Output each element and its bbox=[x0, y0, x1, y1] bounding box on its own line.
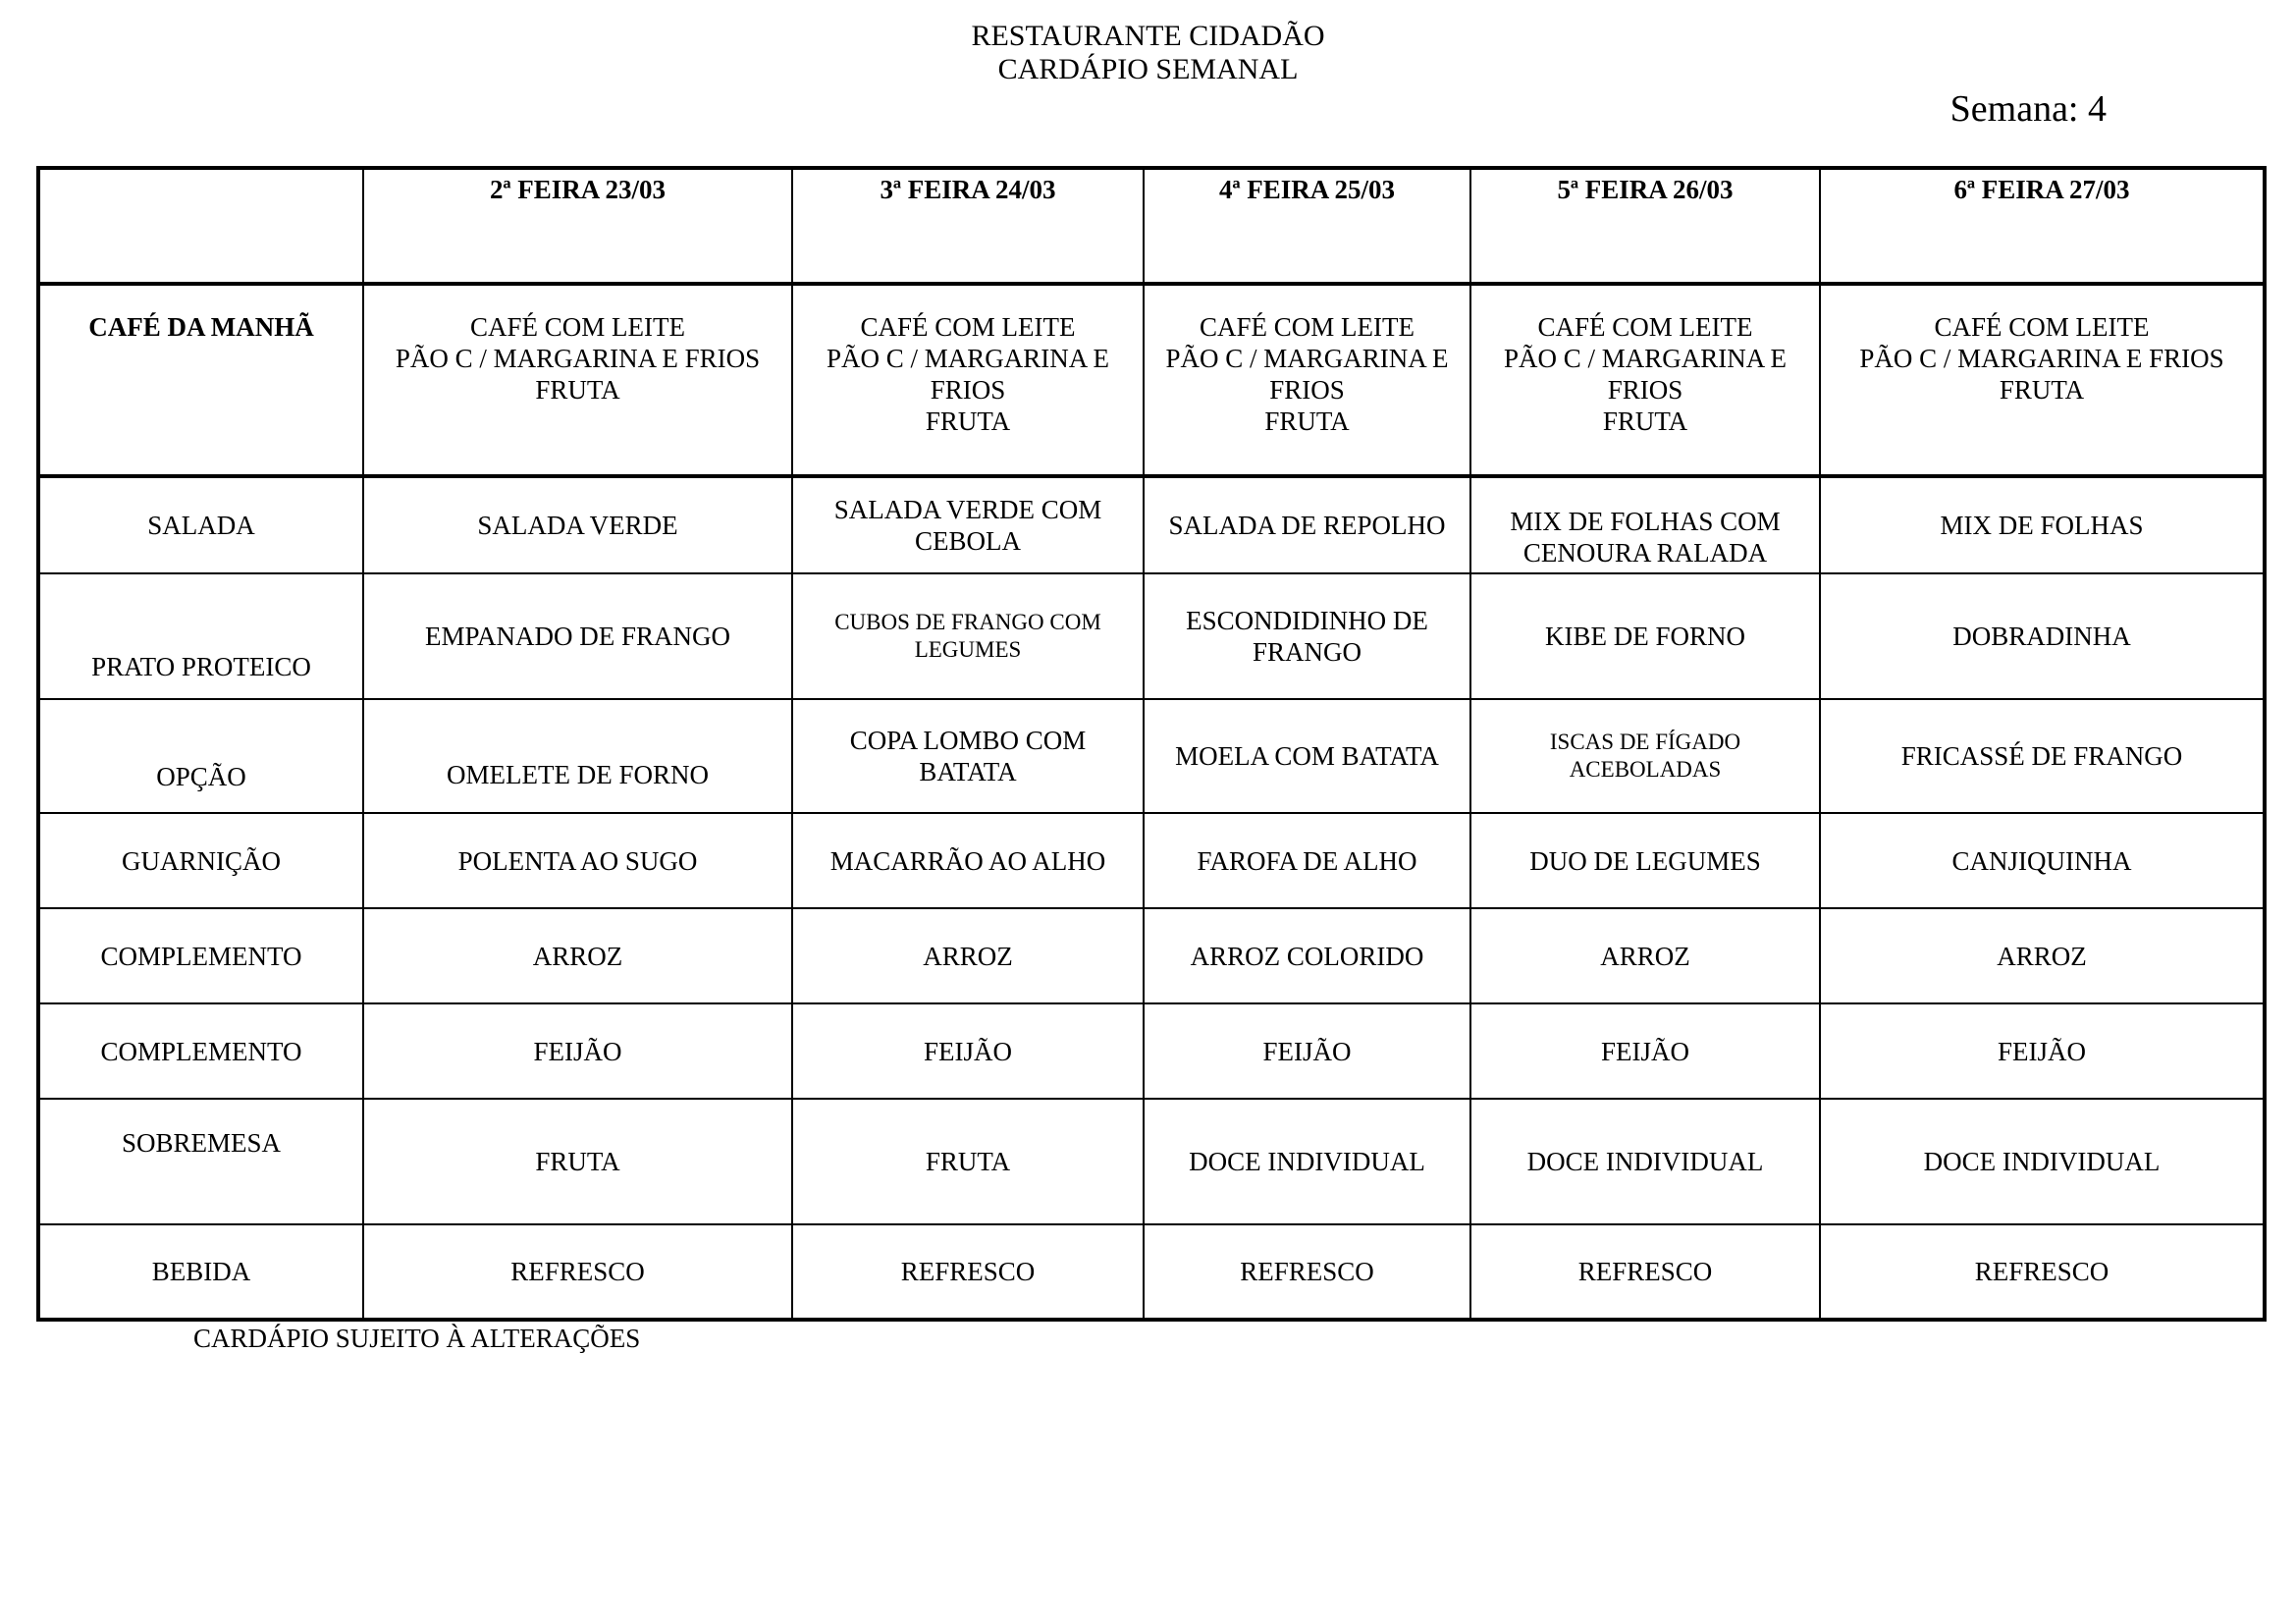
breakfast-cell-thursday bbox=[1470, 284, 1820, 476]
menu-item: BATATA bbox=[919, 757, 1017, 786]
week-label: Semana: 4 bbox=[1949, 88, 2107, 130]
menu-item: FRUTA bbox=[535, 375, 620, 405]
day-header-thursday: 5ª FEIRA 26/03 bbox=[1470, 168, 1820, 284]
menu-item: EMPANADO DE FRANGO bbox=[424, 622, 731, 651]
menu-item: CAFÉ COM LEITE bbox=[1537, 312, 1753, 342]
dessert-row bbox=[38, 1099, 2265, 1224]
menu-item: FRUTA bbox=[1999, 375, 2085, 405]
day-header-monday: 2ª FEIRA 23/03 bbox=[363, 168, 792, 284]
menu-item: FRICASSÉ DE FRANGO bbox=[1900, 741, 2183, 771]
menu-item: ACEBOLADAS bbox=[1569, 757, 1722, 782]
menu-item: ARROZ bbox=[532, 941, 623, 971]
menu-item: DOCE INDIVIDUAL bbox=[1923, 1147, 2161, 1176]
menu-item: SALADA VERDE COM bbox=[833, 495, 1102, 524]
drink-cell-friday bbox=[1820, 1224, 2265, 1320]
menu-item: CUBOS DE FRANGO COM bbox=[834, 610, 1101, 634]
row-label-complement: COMPLEMENTO bbox=[38, 908, 363, 1003]
beans-cell-friday bbox=[1820, 1003, 2265, 1099]
menu-item: MOELA COM BATATA bbox=[1175, 741, 1439, 771]
salad-row bbox=[38, 476, 2265, 573]
beans-cell-tuesday bbox=[792, 1003, 1144, 1099]
menu-item: REFRESCO bbox=[1974, 1257, 2109, 1286]
protein-dish-row bbox=[38, 573, 2265, 699]
protein-cell-friday bbox=[1820, 573, 2265, 699]
menu-item: DOCE INDIVIDUAL bbox=[1526, 1147, 1764, 1176]
menu-item: FRUTA bbox=[1264, 406, 1350, 436]
dessert-cell-tuesday bbox=[792, 1099, 1144, 1224]
menu-item: CAFÉ COM LEITE bbox=[470, 312, 685, 342]
drink-cell-thursday bbox=[1470, 1224, 1820, 1320]
menu-item: MIX DE FOLHAS bbox=[1940, 511, 2144, 540]
side-cell-tuesday bbox=[792, 813, 1144, 908]
menu-item: KIBE DE FORNO bbox=[1544, 622, 1745, 651]
side-cell-wednesday bbox=[1144, 813, 1470, 908]
menu-item: CAFÉ COM LEITE bbox=[860, 312, 1076, 342]
drink-cell-tuesday bbox=[792, 1224, 1144, 1320]
protein-cell-tuesday bbox=[792, 573, 1144, 699]
rice-cell-tuesday bbox=[792, 908, 1144, 1003]
salad-cell-monday bbox=[363, 476, 792, 573]
menu-item: ARROZ bbox=[1997, 941, 2087, 971]
menu-item: REFRESCO bbox=[1577, 1257, 1713, 1286]
menu-item: PÃO C / MARGARINA E bbox=[1165, 344, 1449, 373]
menu-item: PÃO C / MARGARINA E FRIOS bbox=[395, 344, 761, 373]
row-label-complement: COMPLEMENTO bbox=[38, 1003, 363, 1099]
dessert-cell-wednesday bbox=[1144, 1099, 1470, 1224]
breakfast-cell-friday bbox=[1820, 284, 2265, 476]
rice-cell-friday bbox=[1820, 908, 2265, 1003]
row-label-drink: BEBIDA bbox=[38, 1224, 363, 1320]
menu-item: CEBOLA bbox=[915, 526, 1021, 556]
breakfast-cell-tuesday bbox=[792, 284, 1144, 476]
protein-cell-monday bbox=[363, 573, 792, 699]
menu-item: PÃO C / MARGARINA E bbox=[1503, 344, 1788, 373]
menu-item: ESCONDIDINHO DE bbox=[1186, 606, 1428, 635]
menu-item: POLENTA AO SUGO bbox=[457, 845, 698, 876]
side-cell-friday bbox=[1820, 813, 2265, 908]
menu-item: FRIOS bbox=[1607, 375, 1683, 405]
side-cell-monday bbox=[363, 813, 792, 908]
salad-cell-tuesday bbox=[792, 476, 1144, 573]
menu-item: FRIOS bbox=[930, 375, 1006, 405]
menu-item: REFRESCO bbox=[510, 1257, 645, 1286]
row-label-salad: SALADA bbox=[38, 476, 363, 573]
menu-item: SALADA DE REPOLHO bbox=[1168, 511, 1446, 540]
menu-item: FRANGO bbox=[1252, 637, 1362, 667]
option-cell-tuesday bbox=[792, 699, 1144, 813]
complement-beans-row bbox=[38, 1003, 2265, 1099]
rice-cell-thursday bbox=[1470, 908, 1820, 1003]
salad-cell-wednesday bbox=[1144, 476, 1470, 573]
menu-item: FEIJÃO bbox=[1262, 1036, 1352, 1066]
dessert-cell-friday bbox=[1820, 1099, 2265, 1224]
day-header-friday: 6ª FEIRA 27/03 bbox=[1820, 168, 2265, 284]
menu-item: FEIJÃO bbox=[1600, 1036, 1689, 1066]
menu-item: PÃO C / MARGARINA E bbox=[826, 344, 1110, 373]
menu-item: FEIJÃO bbox=[533, 1036, 622, 1066]
menu-item: FEIJÃO bbox=[1997, 1036, 2086, 1066]
menu-item: LEGUMES bbox=[914, 637, 1022, 662]
option-cell-friday bbox=[1820, 699, 2265, 813]
side-dish-row bbox=[38, 813, 2265, 908]
document-header bbox=[0, 20, 2296, 86]
menu-item: PÃO C / MARGARINA E FRIOS bbox=[1859, 344, 2224, 373]
menu-item: ARROZ bbox=[923, 941, 1013, 971]
menu-item: ARROZ COLORIDO bbox=[1190, 941, 1424, 971]
menu-item: FRUTA bbox=[925, 406, 1011, 436]
row-label-dessert: SOBREMESA bbox=[38, 1099, 363, 1224]
protein-cell-thursday bbox=[1470, 573, 1820, 699]
drink-row bbox=[38, 1224, 2265, 1320]
restaurant-name: RESTAURANTE CIDADÃO bbox=[971, 20, 1325, 52]
salad-cell-friday bbox=[1820, 476, 2265, 573]
rice-cell-monday bbox=[363, 908, 792, 1003]
dessert-cell-monday bbox=[363, 1099, 792, 1224]
salad-cell-thursday bbox=[1470, 476, 1820, 573]
menu-item: COPA LOMBO COM bbox=[849, 726, 1087, 755]
side-cell-thursday bbox=[1470, 813, 1820, 908]
menu-item: FEIJÃO bbox=[923, 1036, 1012, 1066]
drink-cell-monday bbox=[363, 1224, 792, 1320]
breakfast-cell-wednesday bbox=[1144, 284, 1470, 476]
menu-item: OMELETE DE FORNO bbox=[447, 760, 709, 789]
menu-item: FRUTA bbox=[535, 1147, 620, 1176]
option-cell-monday bbox=[363, 699, 792, 813]
corner-cell bbox=[38, 168, 363, 284]
menu-item: MACARRÃO AO ALHO bbox=[829, 845, 1106, 876]
drink-cell-wednesday bbox=[1144, 1224, 1470, 1320]
day-header-tuesday: 3ª FEIRA 24/03 bbox=[792, 168, 1144, 284]
row-label-breakfast: CAFÉ DA MANHÃ bbox=[38, 284, 363, 476]
dessert-cell-thursday bbox=[1470, 1099, 1820, 1224]
breakfast-cell-monday bbox=[363, 284, 792, 476]
menu-item: ARROZ bbox=[1600, 941, 1690, 971]
menu-item: CAFÉ COM LEITE bbox=[1934, 312, 2150, 342]
menu-item: CAFÉ COM LEITE bbox=[1200, 312, 1415, 342]
menu-item: REFRESCO bbox=[900, 1257, 1036, 1286]
menu-disclaimer: CARDÁPIO SUJEITO À ALTERAÇÕES bbox=[193, 1324, 641, 1353]
menu-item: DUO DE LEGUMES bbox=[1529, 845, 1761, 876]
protein-cell-wednesday bbox=[1144, 573, 1470, 699]
day-header-wednesday: 4ª FEIRA 25/03 bbox=[1144, 168, 1470, 284]
row-label-option: OPÇÃO bbox=[38, 699, 363, 813]
menu-title: CARDÁPIO SEMANAL bbox=[997, 53, 1299, 85]
day-header-row bbox=[38, 168, 2265, 284]
weekly-menu-table bbox=[36, 166, 2267, 1322]
option-cell-wednesday bbox=[1144, 699, 1470, 813]
beans-cell-wednesday bbox=[1144, 1003, 1470, 1099]
menu-item: DOCE INDIVIDUAL bbox=[1189, 1147, 1425, 1176]
menu-item: FRUTA bbox=[925, 1147, 1011, 1176]
menu-item: SALADA VERDE bbox=[477, 511, 678, 540]
menu-item: REFRESCO bbox=[1240, 1257, 1374, 1286]
beans-cell-thursday bbox=[1470, 1003, 1820, 1099]
menu-item: CENOURA RALADA bbox=[1522, 538, 1768, 568]
row-label-side-dish: GUARNIÇÃO bbox=[38, 813, 363, 908]
option-row bbox=[38, 699, 2265, 813]
complement-rice-row bbox=[38, 908, 2265, 1003]
option-cell-thursday bbox=[1470, 699, 1820, 813]
menu-item: DOBRADINHA bbox=[1952, 622, 2131, 651]
menu-item: ISCAS DE FÍGADO bbox=[1549, 730, 1741, 754]
menu-item: FAROFA DE ALHO bbox=[1197, 845, 1417, 876]
rice-cell-wednesday bbox=[1144, 908, 1470, 1003]
menu-item: MIX DE FOLHAS COM bbox=[1510, 507, 1781, 536]
menu-item: FRUTA bbox=[1602, 406, 1688, 436]
menu-item: FRIOS bbox=[1269, 375, 1345, 405]
beans-cell-monday bbox=[363, 1003, 792, 1099]
breakfast-row bbox=[38, 284, 2265, 476]
row-label-protein-dish: PRATO PROTEICO bbox=[38, 573, 363, 699]
menu-item: CANJIQUINHA bbox=[1951, 845, 2132, 876]
